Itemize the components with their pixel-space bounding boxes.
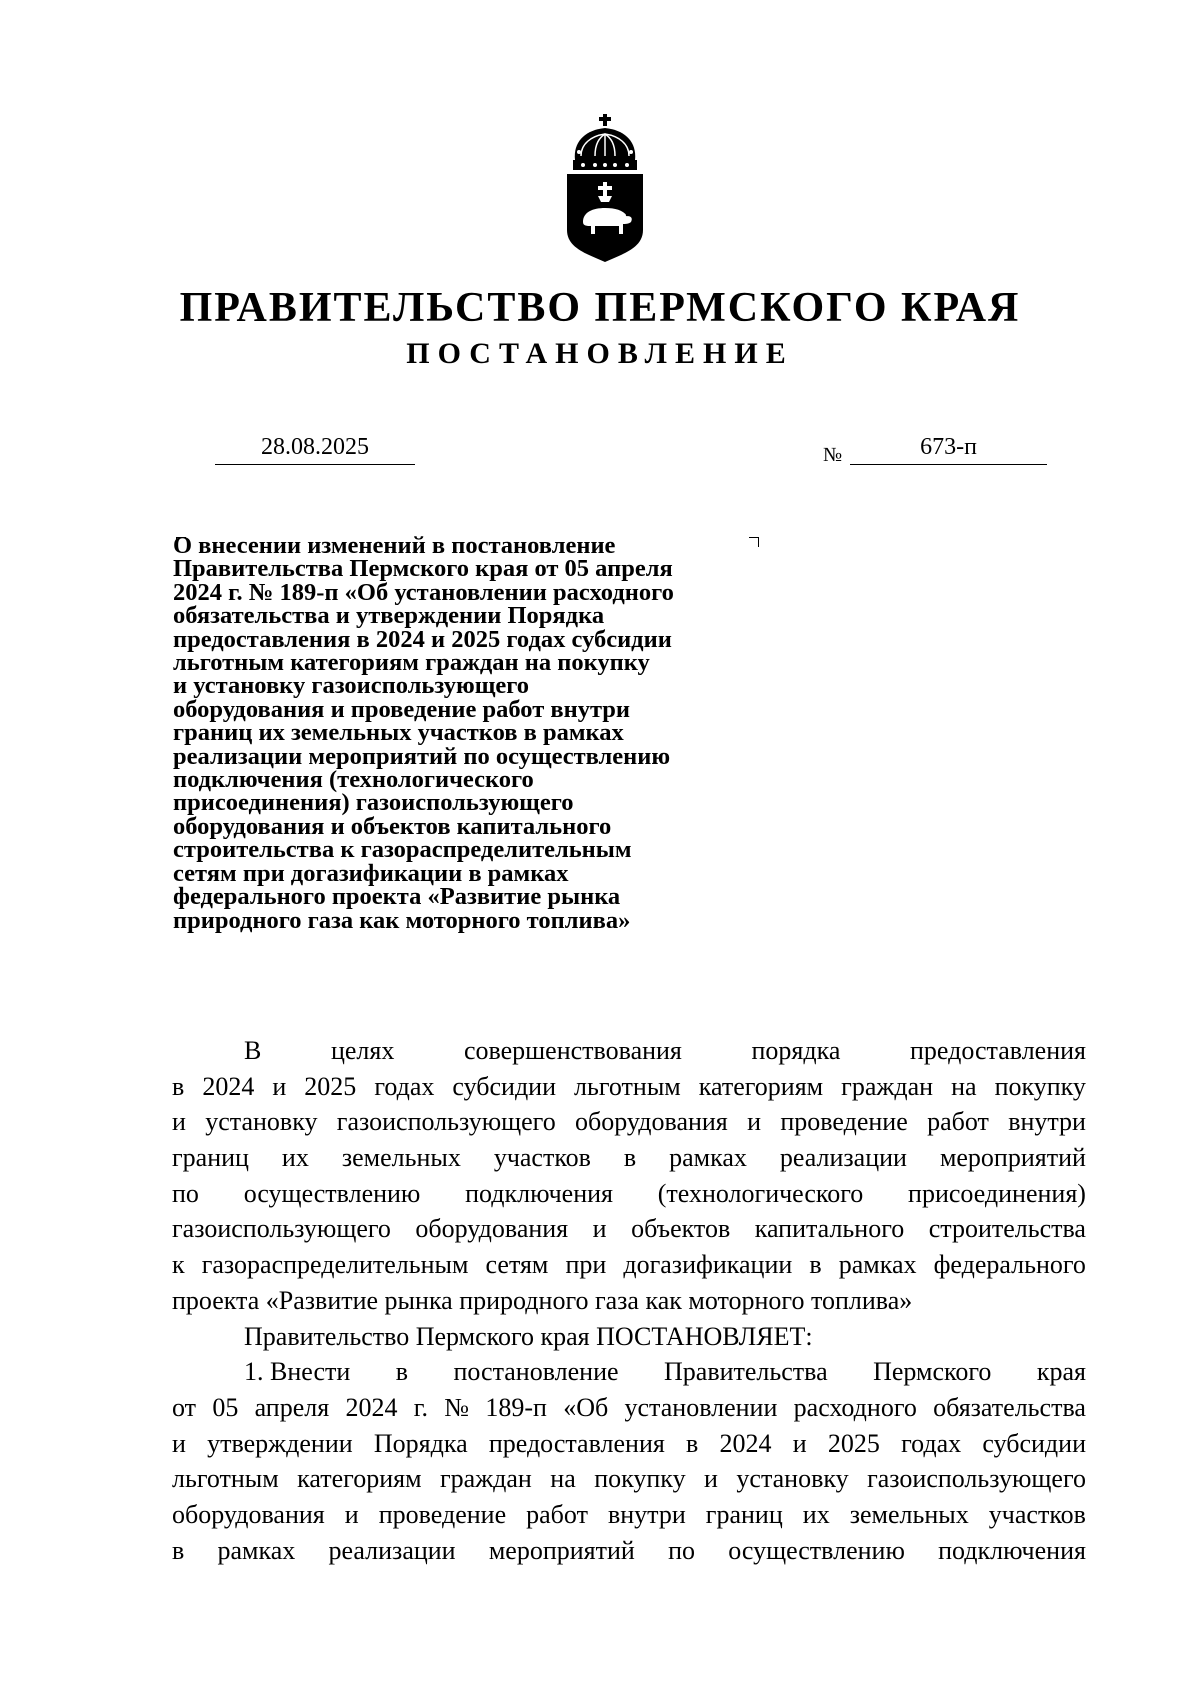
subject-line: льготным категориям граждан на покупку: [173, 649, 650, 677]
word: и: [747, 1107, 762, 1137]
word: присоединения): [908, 1178, 1086, 1208]
word: от: [172, 1392, 197, 1422]
word: земельных: [341, 1143, 461, 1173]
word: границ: [705, 1499, 783, 1529]
body-line: [172, 1247, 1086, 1283]
word: подключения: [465, 1178, 613, 1208]
subject-line: оборудования и проведение работ внутри: [173, 695, 631, 723]
word: категориям: [698, 1071, 824, 1101]
word: льготным: [172, 1464, 279, 1494]
subject-line: оборудования и объектов капитального: [173, 812, 612, 840]
document-body: [172, 1033, 1086, 1568]
word: субсидии: [982, 1428, 1086, 1458]
word: льготным: [574, 1071, 681, 1101]
subject-line: сетям при догазификации в рамках: [173, 859, 569, 887]
word: осуществлению: [728, 1535, 905, 1565]
word: сетям: [485, 1250, 549, 1280]
word: г.: [413, 1392, 428, 1422]
word: на: [550, 1464, 576, 1494]
word: земельных: [849, 1499, 969, 1529]
word: на: [951, 1071, 977, 1101]
word: участков: [988, 1499, 1086, 1529]
word: в: [172, 1535, 185, 1565]
word: предоставления: [910, 1036, 1086, 1065]
word: 2024: [345, 1392, 398, 1422]
word: внутри: [607, 1499, 686, 1529]
word: расходного: [793, 1392, 917, 1422]
government-title: ПРАВИТЕЛЬСТВО ПЕРМСКОГО КРАЯ: [179, 285, 1021, 331]
subject-line: реализации мероприятий по осуществлению: [173, 742, 671, 770]
document-type: ПОСТАНОВЛЕНИЕ: [406, 337, 794, 370]
word: проведение: [780, 1107, 908, 1137]
number-sign: №: [823, 444, 843, 466]
word: к: [172, 1250, 185, 1280]
word: при: [565, 1250, 607, 1280]
word: объектов: [631, 1214, 731, 1244]
subject-line: природного газа как моторного топлива»: [173, 906, 631, 934]
word: и: [172, 1428, 186, 1458]
word: капитального: [754, 1214, 905, 1244]
word: утверждении: [207, 1428, 353, 1458]
word: категориям: [297, 1464, 422, 1494]
body-line: [172, 1390, 1086, 1426]
body-line: [172, 1211, 1086, 1247]
word: установку: [736, 1464, 849, 1494]
word: 2024: [202, 1071, 255, 1101]
word: граждан: [439, 1464, 532, 1494]
word: газоиспользующего: [172, 1214, 391, 1244]
body-line: [172, 1140, 1086, 1176]
word: рамках: [669, 1143, 747, 1173]
word: газоиспользующего: [336, 1107, 556, 1137]
word: и: [704, 1464, 718, 1494]
word: субсидии: [452, 1071, 556, 1101]
word: 189-п: [485, 1392, 547, 1422]
word: реализации: [779, 1143, 907, 1173]
subject-line: строительства к газораспределительным: [173, 836, 632, 864]
coat-of-arms-emblem: [565, 112, 645, 262]
word: строительства: [928, 1214, 1086, 1244]
word: совершенствования: [463, 1036, 682, 1065]
word: границ: [172, 1143, 249, 1173]
body-line: [172, 1426, 1086, 1462]
word: мероприятий: [488, 1535, 635, 1565]
word: В: [244, 1036, 262, 1065]
word: внутри: [1008, 1107, 1086, 1137]
word: покупку: [594, 1464, 686, 1494]
document-date: 28.08.2025: [261, 434, 369, 460]
word: оборудования: [575, 1107, 728, 1137]
word: Пермского: [873, 1357, 992, 1387]
body-line-justified: [172, 1033, 1086, 1069]
decree-line: Правительство Пермского края ПОСТАНОВЛЯЕТ:: [244, 1321, 813, 1351]
document-number: 673-п: [920, 434, 977, 460]
word: №: [444, 1392, 470, 1422]
body-line: [172, 1069, 1086, 1105]
subject-line: предоставления в 2024 и 2025 годах субсидии: [173, 625, 672, 653]
body-line-last: проекта «Развитие рынка природного газа как моторного топлива»: [172, 1285, 913, 1315]
word: оборудования: [415, 1214, 569, 1244]
word: реализации: [328, 1535, 456, 1565]
word: и: [792, 1428, 807, 1458]
body-line: [172, 1104, 1086, 1140]
subject-line: О внесении изменений в постановление: [173, 532, 616, 559]
body-line: [172, 1176, 1086, 1212]
word: 2025: [304, 1071, 357, 1101]
word: годах: [901, 1428, 962, 1458]
word: предоставления: [488, 1428, 665, 1458]
word: (технологического: [657, 1178, 864, 1208]
word: работ: [927, 1107, 989, 1137]
word: рамках: [217, 1535, 296, 1565]
word: края: [1036, 1357, 1086, 1387]
word: годах: [374, 1071, 435, 1101]
word: участков: [493, 1143, 591, 1173]
word: подключения: [938, 1535, 1086, 1565]
word: обязательства: [933, 1392, 1086, 1422]
word: 1. Внести: [244, 1357, 351, 1387]
word: установлении: [624, 1392, 778, 1422]
word: газоиспользующего: [867, 1464, 1086, 1494]
subject-line: и установку газоиспользующего: [173, 672, 530, 700]
word: в: [395, 1357, 409, 1387]
word: и: [592, 1214, 607, 1244]
word: постановление: [453, 1357, 619, 1387]
word: и: [172, 1107, 186, 1137]
word: федерального: [933, 1250, 1086, 1280]
word: в: [623, 1143, 637, 1173]
subject-line: подключения (технологического: [173, 766, 534, 794]
body-line-justified: [172, 1354, 1086, 1390]
date-field: [215, 424, 415, 465]
word: установку: [205, 1107, 318, 1137]
subject-line: федерального проекта «Развитие рынка: [173, 883, 621, 911]
word: в: [172, 1071, 185, 1101]
body-line: [172, 1461, 1086, 1497]
word: покупку: [994, 1071, 1086, 1101]
body-line: [172, 1497, 1086, 1533]
word: Порядка: [373, 1428, 468, 1458]
subject-line: Правительства Пермского края от 05 апреля: [173, 555, 673, 583]
word: по: [668, 1535, 695, 1565]
word: 2025: [827, 1428, 880, 1458]
word: Правительства: [664, 1357, 828, 1387]
word: апреля: [254, 1392, 330, 1422]
subject-line: 2024 г. № 189-п «Об установлении расходного: [173, 578, 674, 606]
number-field: [850, 424, 1047, 465]
word: и: [272, 1071, 287, 1101]
word: рамках: [838, 1250, 917, 1280]
word: осуществлению: [243, 1178, 421, 1208]
word: порядка: [751, 1036, 841, 1065]
word: целях: [330, 1036, 395, 1065]
word: в: [686, 1428, 699, 1458]
subject-line: границ их земельных участков в рамках: [173, 719, 624, 747]
word: 05: [212, 1392, 239, 1422]
subject-line: обязательства и утверждении Порядка: [173, 602, 605, 630]
word: в: [809, 1250, 822, 1280]
word: работ: [526, 1499, 588, 1529]
word: догазификации: [623, 1250, 793, 1280]
word: их: [802, 1499, 830, 1529]
word: мероприятий: [939, 1143, 1086, 1173]
body-line: [172, 1533, 1086, 1569]
word: проведение: [378, 1499, 507, 1529]
word: граждан: [841, 1071, 934, 1101]
word: 2024: [719, 1428, 772, 1458]
word: по: [172, 1178, 199, 1208]
document-subject: [173, 534, 773, 932]
subject-line: присоединения) газоиспользующего: [173, 789, 574, 817]
word: их: [281, 1143, 309, 1173]
word: газораспределительным: [201, 1250, 469, 1280]
word: и: [344, 1499, 359, 1529]
word: оборудования: [172, 1499, 325, 1529]
word: «Об: [563, 1392, 609, 1422]
